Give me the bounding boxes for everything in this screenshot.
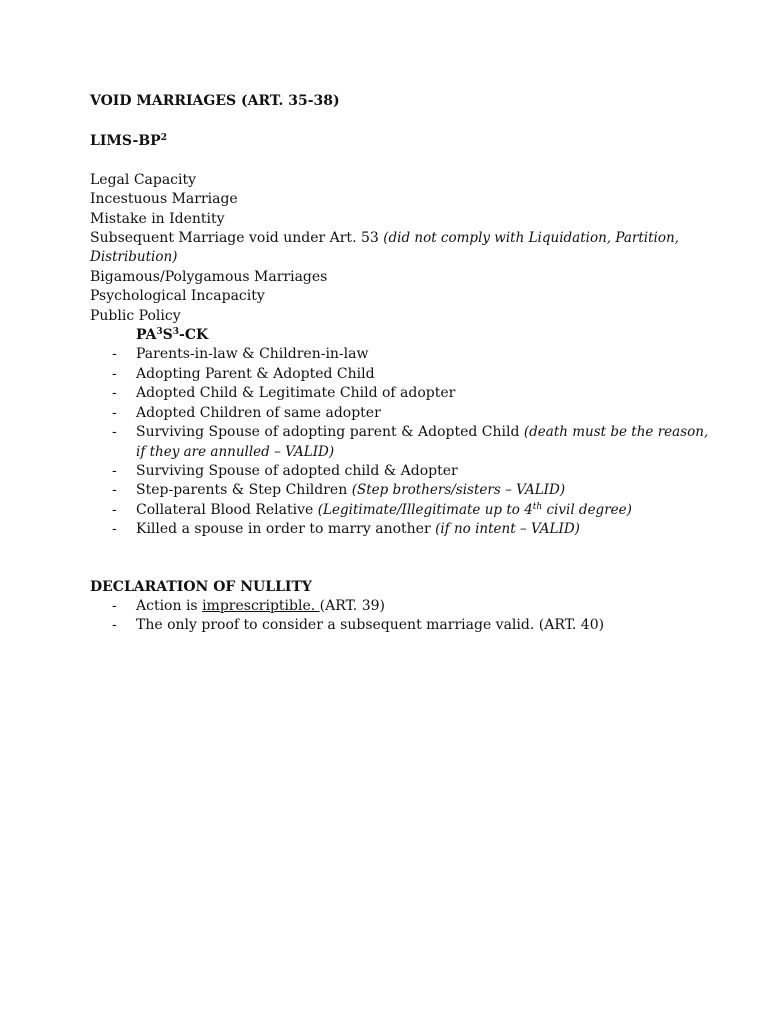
list-item-text: Adopting Parent & Adopted Child (136, 365, 375, 382)
dash-bullet: - (112, 597, 117, 614)
ground-item: Incestuous Marriage (90, 191, 238, 208)
public-policy-mnemonic (90, 326, 710, 345)
list-item (90, 462, 710, 481)
mnemonic-superscript: 3 (156, 327, 163, 338)
list-item (90, 501, 710, 520)
dash-bullet: - (112, 424, 117, 441)
list-item (90, 597, 710, 616)
list-item-text: Adopted Child & Legitimate Child of adopter (136, 385, 456, 402)
dash-bullet: - (112, 404, 117, 421)
ground-item: Psychological Incapacity (90, 288, 265, 305)
list-item-text: Surviving Spouse of adopting parent & Adopted Child (136, 424, 524, 441)
dash-bullet: - (112, 385, 117, 402)
dash-bullet: - (112, 346, 117, 363)
page-title: VOID MARRIAGES (ART. 35-38) (90, 93, 340, 109)
mnemonic-heading (90, 132, 710, 151)
list-item (90, 423, 710, 462)
ground-item-note: (did not comply with Liquidation, Partition, Distribution) (90, 230, 679, 266)
ground-item-text: Subsequent Marriage void under Art. 53 (90, 230, 384, 247)
mnemonic-part: S (162, 327, 173, 344)
ground-item: Bigamous/Polygamous Marriages (90, 268, 328, 285)
nullity-heading: DECLARATION OF NULLITY (90, 578, 312, 595)
public-policy-list (90, 345, 710, 539)
mnemonic-part: -CK (179, 327, 209, 344)
list-item-text: Action is (136, 597, 203, 614)
dash-bullet: - (112, 501, 117, 518)
ground-item: Mistake in Identity (90, 210, 225, 227)
mnemonic-superscript: 3 (172, 327, 180, 338)
list-item-text: Adopted Children of same adopter (136, 404, 381, 421)
ground-item: Legal Capacity (90, 171, 197, 188)
list-item (90, 616, 710, 635)
note-part: civil degree) (542, 501, 632, 518)
list-item-text: Killed a spouse in order to marry another (136, 521, 436, 538)
list-item-text: Step-parents & Step Children (136, 482, 352, 499)
ground-item (90, 229, 710, 268)
document-page (90, 92, 710, 636)
list-item (90, 481, 710, 500)
mnemonic-superscript: 2 (160, 133, 167, 144)
mnemonic-text: LIMS-BP (90, 133, 161, 150)
list-item-text: Parents-in-law & Children-in-law (136, 346, 369, 363)
list-item (90, 345, 710, 364)
list-item-text: Surviving Spouse of adopted child & Adopter (136, 462, 458, 479)
note-superscript: th (532, 501, 543, 512)
list-item-text: Collateral Blood Relative (136, 501, 318, 518)
list-item (90, 384, 710, 403)
note-part: (Legitimate/Illegitimate up to 4 (317, 501, 533, 518)
list-item-note (318, 502, 632, 518)
list-item-text: The only proof to consider a subsequent marriage valid. (ART. 40) (136, 617, 605, 634)
list-item (90, 365, 710, 384)
list-item (90, 404, 710, 423)
dash-bullet: - (112, 617, 117, 634)
list-item-note: (if no intent – VALID) (435, 521, 580, 538)
underlined-term: imprescriptible. (202, 597, 320, 614)
ground-item: Public Policy (90, 307, 181, 324)
list-item-note: (death must be the reason, if they are annulled – VALID) (136, 424, 709, 460)
dash-bullet: - (112, 462, 117, 479)
list-item-text: (ART. 39) (319, 597, 385, 614)
dash-bullet: - (112, 482, 117, 499)
list-item (90, 520, 710, 539)
mnemonic-part: PA (136, 327, 157, 344)
nullity-list (90, 597, 710, 636)
grounds-list (90, 171, 710, 326)
dash-bullet: - (112, 521, 117, 538)
list-item-note: (Step brothers/sisters – VALID) (351, 482, 566, 499)
dash-bullet: - (112, 365, 117, 382)
